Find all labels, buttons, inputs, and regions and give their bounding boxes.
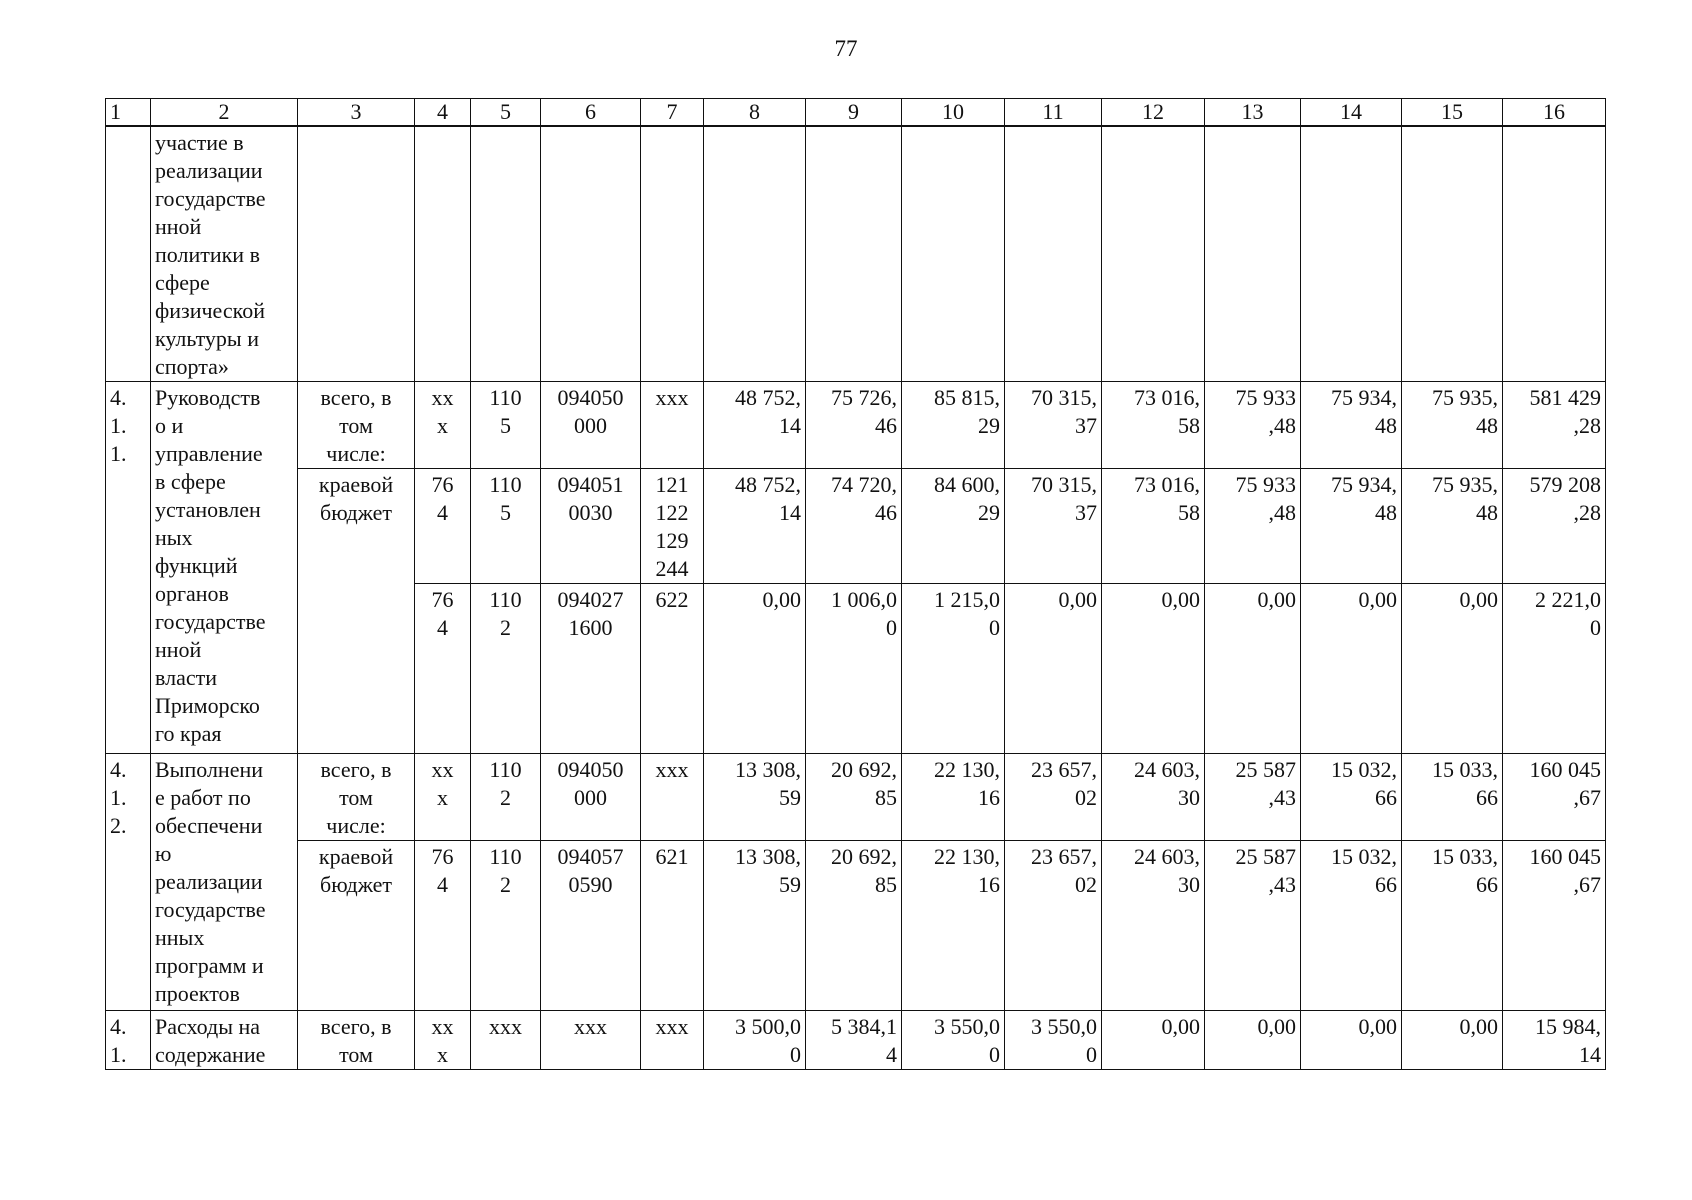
code-rzpr: ххх	[471, 1011, 541, 1070]
value-cell: 73 016, 58	[1102, 382, 1205, 469]
row-number: 4. 1. 1.	[106, 382, 151, 754]
value-cell: 20 692, 85	[806, 754, 902, 841]
value-cell: 20 692, 85	[806, 841, 902, 1011]
value-cell: 75 933 ,48	[1205, 469, 1301, 584]
value-cell: 579 208 ,28	[1503, 469, 1606, 584]
row-number	[106, 126, 151, 382]
value-cell: 15 033, 66	[1402, 841, 1503, 1011]
value-cell: 73 016, 58	[1102, 469, 1205, 584]
funding-source: всего, в том числе:	[298, 382, 415, 469]
value-cell: 0,00	[1402, 584, 1503, 754]
column-header: 14	[1301, 99, 1402, 127]
value-cell: 25 587 ,43	[1205, 841, 1301, 1011]
value-cell: 15 032, 66	[1301, 754, 1402, 841]
value-cell: 22 130, 16	[902, 754, 1005, 841]
table-row	[106, 754, 1606, 841]
code-rzpr: 110 5	[471, 469, 541, 584]
item-name: Выполнени е работ по обеспечени ю реализации государстве нных программ и проектов	[151, 754, 298, 1011]
value-cell: 2 221,0 0	[1503, 584, 1606, 754]
code-vr: ххх	[641, 754, 704, 841]
value-cell: 1 215,0 0	[902, 584, 1005, 754]
value-cell: 23 657, 02	[1005, 754, 1102, 841]
column-header: 10	[902, 99, 1005, 127]
value-cell: 3 550,0 0	[902, 1011, 1005, 1070]
code-csr: 094050 000	[541, 382, 641, 469]
code-grbs: 76 4	[415, 584, 471, 754]
value-cell: 0,00	[704, 584, 806, 754]
value-cell: 75 726, 46	[806, 382, 902, 469]
value-cell: 160 045 ,67	[1503, 754, 1606, 841]
value-cell: 70 315, 37	[1005, 469, 1102, 584]
code-rzpr: 110 2	[471, 754, 541, 841]
table-row	[106, 126, 1606, 382]
value-cell: 75 935, 48	[1402, 469, 1503, 584]
value-cell: 48 752, 14	[704, 382, 806, 469]
value-cell: 24 603, 30	[1102, 841, 1205, 1011]
code-csr: 094051 0030	[541, 469, 641, 584]
value-cell: 13 308, 59	[704, 841, 806, 1011]
value-cell: 0,00	[1402, 1011, 1503, 1070]
item-name: участие в реализации государстве нной политики в сфере физической культуры и спорта»	[151, 126, 298, 382]
row-number: 4. 1.	[106, 1011, 151, 1070]
code-vr: 121 122 129 244	[641, 469, 704, 584]
value-cell: 13 308, 59	[704, 754, 806, 841]
value-cell: 5 384,1 4	[806, 1011, 902, 1070]
value-cell: 3 550,0 0	[1005, 1011, 1102, 1070]
funding-source: всего, в том числе:	[298, 754, 415, 841]
code-grbs: 76 4	[415, 469, 471, 584]
value-cell: 160 045 ,67	[1503, 841, 1606, 1011]
value-cell: 25 587 ,43	[1205, 754, 1301, 841]
value-cell: 0,00	[1205, 1011, 1301, 1070]
code-csr: 094050 000	[541, 754, 641, 841]
column-header: 9	[806, 99, 902, 127]
column-header: 13	[1205, 99, 1301, 127]
code-csr: ххх	[541, 1011, 641, 1070]
column-header: 6	[541, 99, 641, 127]
value-cell: 70 315, 37	[1005, 382, 1102, 469]
column-header: 8	[704, 99, 806, 127]
table-row	[106, 841, 1606, 1011]
column-header: 7	[641, 99, 704, 127]
value-cell: 0,00	[1301, 584, 1402, 754]
header-row	[106, 99, 1606, 127]
value-cell: 75 934, 48	[1301, 469, 1402, 584]
value-cell: 85 815, 29	[902, 382, 1005, 469]
column-header: 5	[471, 99, 541, 127]
value-cell: 75 935, 48	[1402, 382, 1503, 469]
value-cell: 0,00	[1005, 584, 1102, 754]
value-cell: 23 657, 02	[1005, 841, 1102, 1011]
column-header: 3	[298, 99, 415, 127]
value-cell: 15 032, 66	[1301, 841, 1402, 1011]
page-number: 77	[834, 36, 858, 61]
funding-source: краевой бюджет	[298, 841, 415, 1011]
value-cell: 1 006,0 0	[806, 584, 902, 754]
column-header: 4	[415, 99, 471, 127]
value-cell: 74 720, 46	[806, 469, 902, 584]
column-header: 15	[1402, 99, 1503, 127]
code-rzpr: 110 5	[471, 382, 541, 469]
value-cell: 84 600, 29	[902, 469, 1005, 584]
code-grbs: хх х	[415, 754, 471, 841]
code-grbs: хх х	[415, 382, 471, 469]
column-header: 2	[151, 99, 298, 127]
table-row	[106, 469, 1606, 584]
code-csr: 094057 0590	[541, 841, 641, 1011]
code-vr: 622	[641, 584, 704, 754]
value-cell: 0,00	[1301, 1011, 1402, 1070]
column-header: 12	[1102, 99, 1205, 127]
code-vr: ххх	[641, 1011, 704, 1070]
column-header: 11	[1005, 99, 1102, 127]
value-cell: 48 752, 14	[704, 469, 806, 584]
value-cell: 75 933 ,48	[1205, 382, 1301, 469]
table-row	[106, 382, 1606, 469]
code-rzpr: 110 2	[471, 584, 541, 754]
value-cell: 0,00	[1102, 584, 1205, 754]
value-cell: 581 429 ,28	[1503, 382, 1606, 469]
value-cell: 15 984, 14	[1503, 1011, 1606, 1070]
column-header: 16	[1503, 99, 1606, 127]
funding-source: краевой бюджет	[298, 469, 415, 754]
item-name: Руководств о и управление в сфере установлен ных функций органов государстве нной власти Приморско го края	[151, 382, 298, 754]
code-vr: ххх	[641, 382, 704, 469]
value-cell: 15 033, 66	[1402, 754, 1503, 841]
funding-source: всего, в том	[298, 1011, 415, 1070]
table-row	[106, 1011, 1606, 1070]
column-header: 1	[106, 99, 151, 127]
value-cell: 0,00	[1205, 584, 1301, 754]
code-grbs: хх х	[415, 1011, 471, 1070]
code-rzpr: 110 2	[471, 841, 541, 1011]
value-cell: 22 130, 16	[902, 841, 1005, 1011]
value-cell: 0,00	[1102, 1011, 1205, 1070]
value-cell: 24 603, 30	[1102, 754, 1205, 841]
row-number: 4. 1. 2.	[106, 754, 151, 1011]
code-vr: 621	[641, 841, 704, 1011]
code-grbs: 76 4	[415, 841, 471, 1011]
item-name: Расходы на содержание	[151, 1011, 298, 1070]
value-cell: 75 934, 48	[1301, 382, 1402, 469]
code-csr: 094027 1600	[541, 584, 641, 754]
value-cell: 3 500,0 0	[704, 1011, 806, 1070]
budget-table	[105, 98, 1606, 1070]
